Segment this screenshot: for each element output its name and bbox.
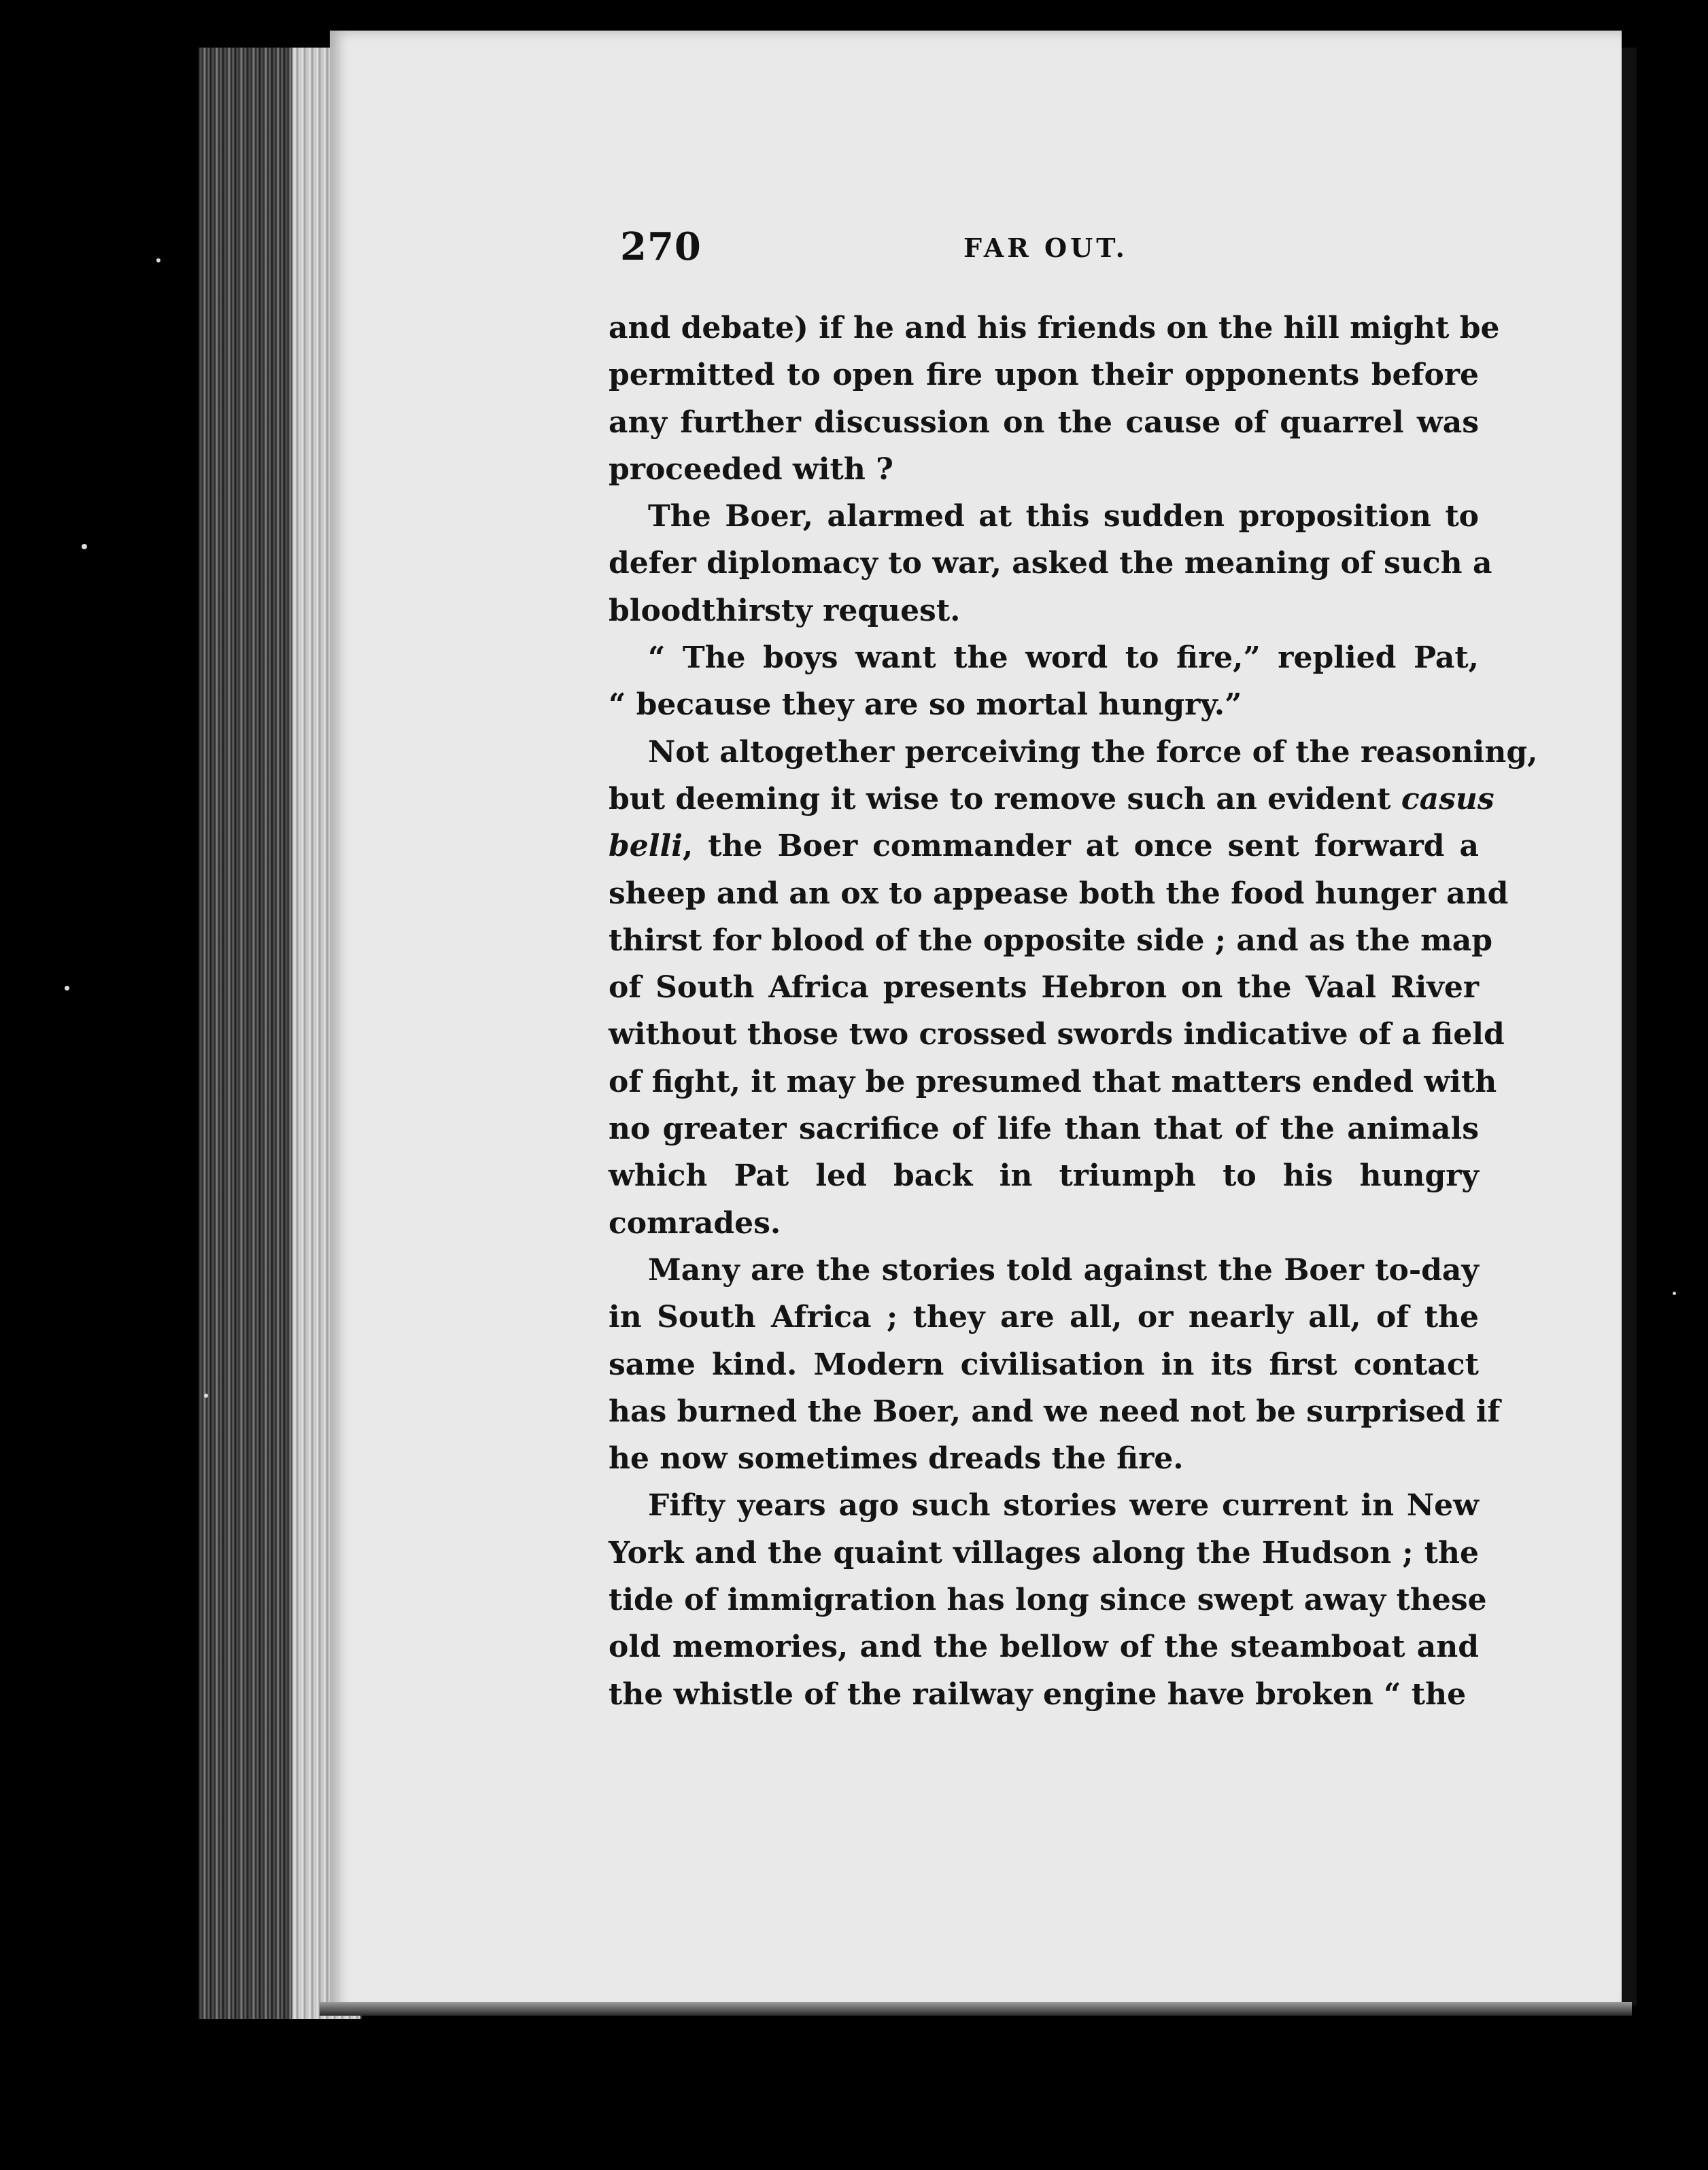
text-line: old memories, and the bellow of the steamboat and: [609, 1630, 1479, 1665]
paragraph: [609, 634, 1479, 729]
text-line: thirst for blood of the opposite side ; and as the map: [609, 923, 1492, 958]
paragraph: [609, 1247, 1501, 1482]
text-line: but deeming it wise to remove such an evident casus: [609, 781, 1494, 816]
body-text: [609, 305, 1538, 1718]
text-line: proceeded with ?: [609, 451, 893, 487]
text-line: Many are the stories told against the Boer to-day: [648, 1252, 1479, 1288]
text-line: without those two crossed swords indicative of a field: [609, 1017, 1505, 1052]
paragraph: [609, 493, 1492, 634]
paragraph: [609, 305, 1500, 493]
text-line: has burned the Boer, and we need not be surprised if: [609, 1394, 1501, 1429]
text-line: and debate) if he and his friends on the hill might be: [609, 311, 1500, 345]
text-line: any further discussion on the cause of quarrel was: [609, 404, 1479, 440]
text-line: The Boer, alarmed at this sudden proposition to: [648, 499, 1479, 534]
text-line: no greater sacrifice of life than that of the animals: [609, 1112, 1479, 1147]
text-line: “ because they are so mortal hungry.”: [609, 687, 1242, 723]
text-line: permitted to open fire upon their opponents before: [609, 358, 1479, 393]
text-line: tide of immigration has long since swept away these: [609, 1583, 1487, 1618]
page-header: [620, 224, 1477, 279]
page-bottom-edge: [320, 2002, 1632, 2016]
text-line: belli, the Boer commander at once sent forward a: [609, 829, 1479, 864]
text-line: of fight, it may be presumed that matters ended with: [609, 1064, 1497, 1099]
running-head: FAR OUT.: [963, 232, 1128, 263]
text-line: same kind. Modern civilisation in its first contact: [609, 1347, 1479, 1382]
paragraph: [609, 1482, 1487, 1717]
text-line: the whistle of the railway engine have broken “ the: [609, 1676, 1467, 1712]
text-line: in South Africa ; they are all, or nearly all, of the: [609, 1300, 1479, 1335]
text-line: “ The boys want the word to fire,” replied Pat,: [648, 640, 1479, 676]
text-line: sheep and an ox to appease both the food hunger and: [609, 876, 1509, 911]
page-right-shadow: [1622, 48, 1637, 2005]
text-line: he now sometimes dreads the fire.: [609, 1441, 1184, 1477]
page-number: 270: [620, 224, 702, 269]
text-line: Fifty years ago such stories were current in New: [648, 1488, 1479, 1523]
text-line: bloodthirsty request.: [609, 593, 961, 628]
text-line: of South Africa presents Hebron on the Vaal River: [609, 970, 1479, 1005]
text-line: Not altogether perceiving the force of the reasoning,: [648, 734, 1538, 770]
text-line: defer diplomacy to war, asked the meaning of such a: [609, 546, 1492, 581]
text-line: which Pat led back in triumph to his hungry: [609, 1158, 1479, 1194]
text-line: comrades.: [609, 1205, 781, 1241]
text-line: York and the quaint villages along the Hudson ; the: [609, 1535, 1479, 1570]
paragraph: [609, 729, 1538, 1247]
